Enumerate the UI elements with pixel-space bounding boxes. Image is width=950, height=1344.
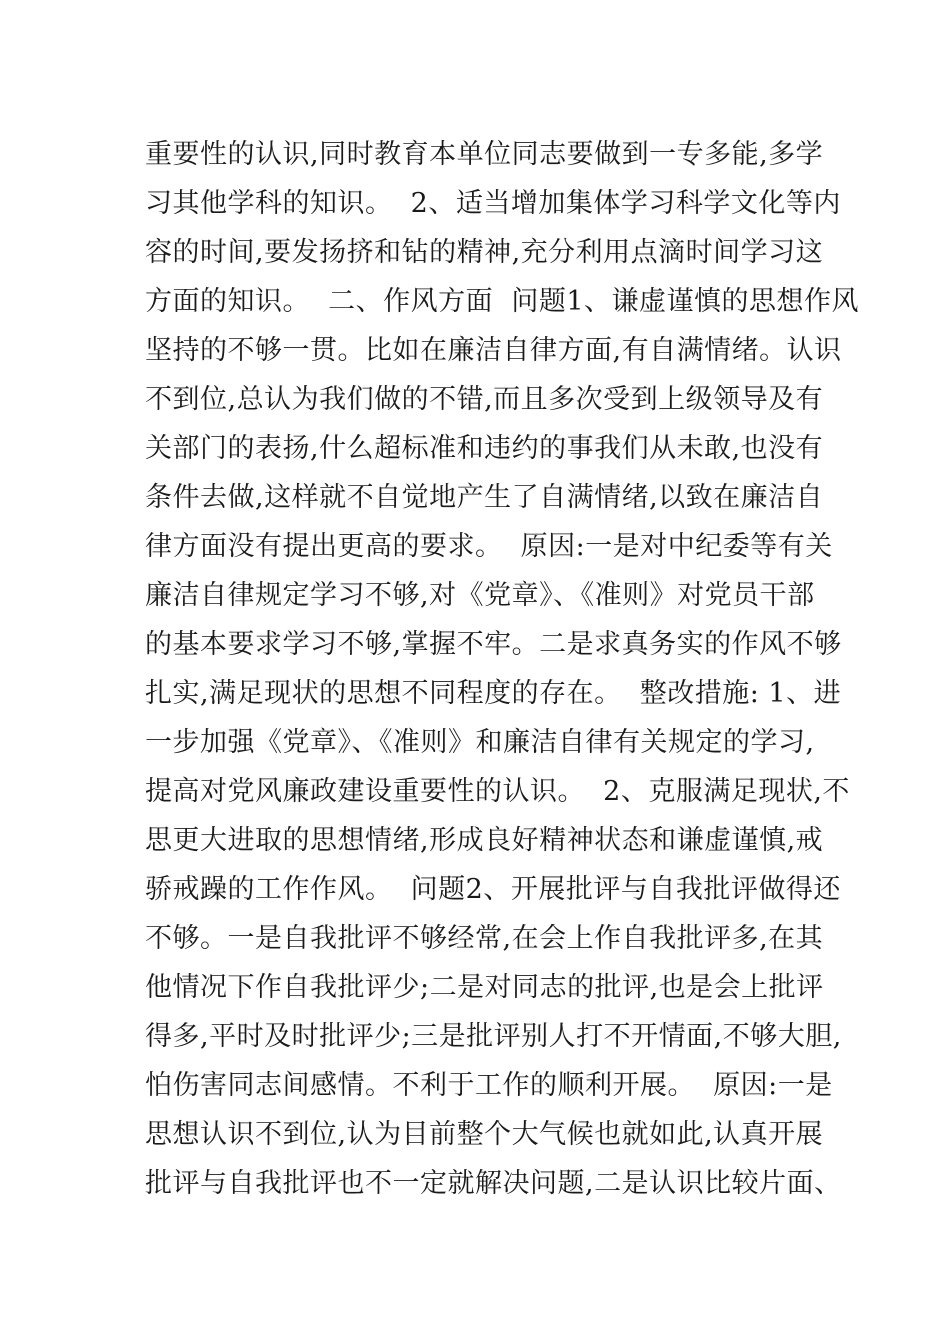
text-line: 思更大进取的思想情绪,形成良好精神状态和谦虚谨慎,戒: [145, 825, 824, 856]
text-line: 扎实,满足现状的思想不同程度的存在。 整改措施: 1、进: [145, 678, 842, 709]
text-line: 思想认识不到位,认为目前整个大气候也就如此,认真开展: [145, 1119, 824, 1150]
text-line: 批评与自我批评也不一定就解决问题,二是认识比较片面、: [145, 1168, 842, 1199]
text-line: 律方面没有提出更高的要求。 原因:一是对中纪委等有关: [145, 531, 833, 562]
text-line: 条件去做,这样就不自觉地产生了自满情绪,以致在廉洁自: [145, 482, 824, 513]
text-line: 提高对党风廉政建设重要性的认识。 2、克服满足现状,不: [145, 776, 850, 807]
text-line: 坚持的不够一贯。比如在廉洁自律方面,有自满情绪。认识: [145, 335, 842, 366]
text-line: 关部门的表扬,什么超标准和违约的事我们从未敢,也没有: [145, 433, 824, 464]
text-line: 重要性的认识,同时教育本单位同志要做到一专多能,多学: [145, 139, 824, 170]
text-line: 容的时间,要发扬挤和钻的精神,充分利用点滴时间学习这: [145, 237, 824, 268]
text-line: 方面的知识。 二、作风方面 问题1、谦虚谨慎的思想作风: [145, 286, 860, 317]
text-line: 得多,平时及时批评少;三是批评别人打不开情面,不够大胆,: [145, 1021, 842, 1052]
text-line: 骄戒躁的工作作风。 问题2、开展批评与自我批评做得还: [145, 874, 841, 905]
text-line: 习其他学科的知识。 2、适当增加集体学习科学文化等内: [145, 188, 841, 219]
body-text: [145, 130, 860, 1208]
text-line: 不到位,总认为我们做的不错,而且多次受到上级领导及有: [145, 384, 824, 415]
text-line: 不够。一是自我批评不够经常,在会上作自我批评多,在其: [145, 923, 824, 954]
text-line: 的基本要求学习不够,掌握不牢。二是求真务实的作风不够: [145, 629, 842, 660]
text-line: 廉洁自律规定学习不够,对《党章》、《准则》对党员干部: [145, 580, 815, 611]
text-line: 怕伤害同志间感情。不利于工作的顺利开展。 原因:一是: [145, 1070, 833, 1101]
text-line: 他情况下作自我批评少;二是对同志的批评,也是会上批评: [145, 972, 824, 1003]
text-line: 一步加强《党章》、《准则》和廉洁自律有关规定的学习,: [145, 727, 815, 758]
